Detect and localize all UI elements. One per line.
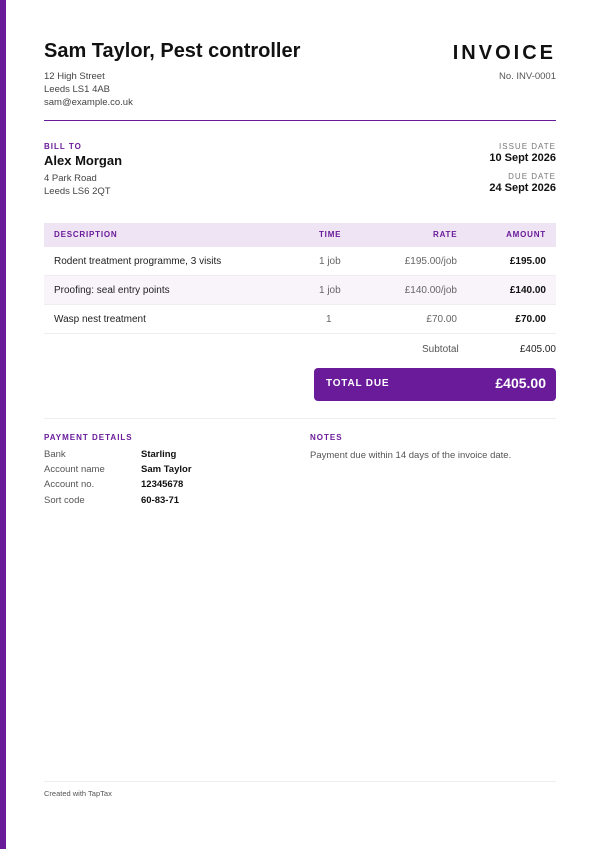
seller-email: sam@example.co.uk [44,97,133,108]
seller-address-line: Leeds LS1 4AB [44,84,111,95]
payment-row [44,449,284,463]
row-amount: £195.00 [509,256,546,267]
payment-row [44,495,284,509]
payment-value: 60-83-71 [141,495,180,506]
client-address [44,172,111,198]
column-header-time: TIME [319,230,342,239]
payment-row [44,479,284,493]
column-header-rate: RATE [433,230,458,239]
seller-address [44,70,133,109]
payment-key: Account name [44,464,105,475]
row-description: Proofing: seal entry points [54,285,170,296]
client-address-line: 4 Park Road [44,173,97,184]
payment-value: 12345678 [141,479,184,490]
notes-text: Payment due within 14 days of the invoice date. [310,450,512,461]
payment-value: Sam Taylor [141,464,192,475]
table-header [44,223,556,247]
subtotal-value: £405.00 [519,344,556,355]
total-due-box [314,368,556,401]
notes-label: NOTES [310,433,343,442]
row-amount: £70.00 [515,314,546,325]
seller-name: Sam Taylor, Pest controller [44,40,301,62]
table-row [44,247,556,276]
row-time: 1 [326,314,332,325]
row-time: 1 job [319,285,341,296]
invoice-title: INVOICE [452,42,556,64]
issue-date-label: ISSUE DATE [499,142,556,151]
row-time: 1 job [319,256,341,267]
issue-date-value: 10 Sept 2026 [489,152,556,164]
table-row [44,276,556,305]
payment-details-label: PAYMENT DETAILS [44,433,133,442]
invoice-number: No. INV-0001 [498,71,556,82]
invoice-page [44,0,556,849]
footer-credit: Created with TapTax [44,789,112,798]
payment-key: Account no. [44,479,95,490]
total-due-label: TOTAL DUE [326,378,390,389]
payment-row [44,464,284,478]
accent-bar [0,0,6,849]
row-amount: £140.00 [509,285,546,296]
payment-key: Sort code [44,495,85,506]
payment-key: Bank [44,449,66,460]
subtotal-label: Subtotal [422,344,459,355]
client-address-line: Leeds LS6 2QT [44,186,111,197]
section-divider [44,418,556,419]
row-description: Rodent treatment programme, 3 visits [54,256,222,267]
line-items-table [44,223,556,334]
row-description: Wasp nest treatment [54,314,146,325]
table-row [44,305,556,334]
row-rate: £70.00 [426,314,457,325]
due-date-label: DUE DATE [508,172,556,181]
seller-address-line: 12 High Street [44,71,105,82]
column-header-description: DESCRIPTION [54,230,118,239]
client-name: Alex Morgan [44,153,123,168]
column-header-amount: AMOUNT [506,230,546,239]
header-divider [44,120,556,121]
due-date-value: 24 Sept 2026 [489,182,556,194]
bill-to-label: BILL TO [44,142,82,151]
footer-divider [44,781,556,782]
row-rate: £140.00/job [404,285,457,296]
row-rate: £195.00/job [404,256,457,267]
total-due-value: £405.00 [495,375,546,391]
payment-value: Starling [141,449,177,460]
